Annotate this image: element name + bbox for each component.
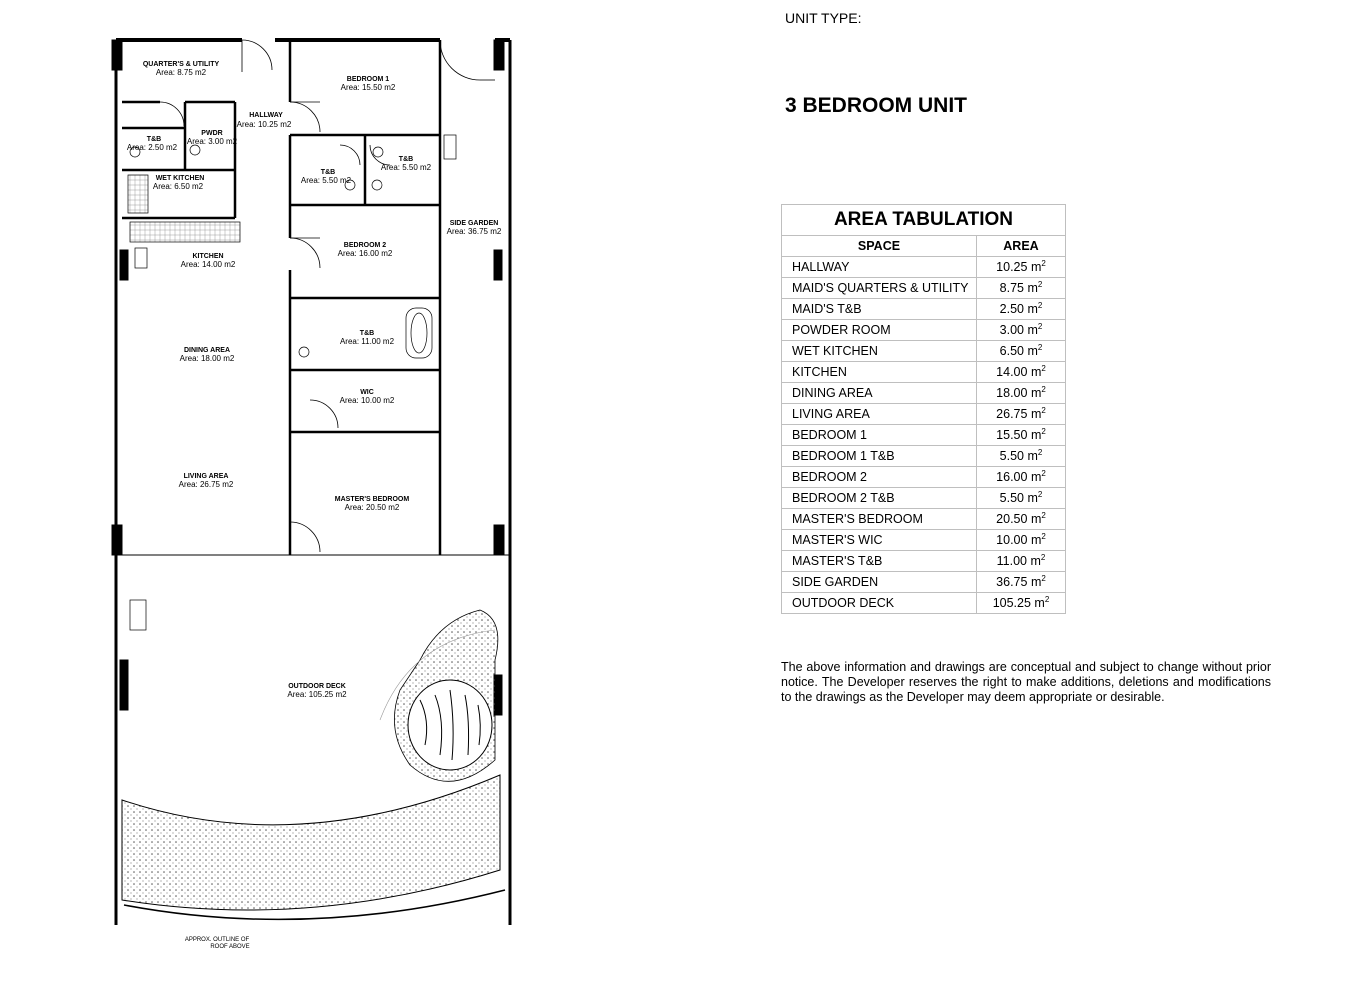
table-row	[782, 530, 1066, 551]
area-unit: m	[1030, 575, 1042, 590]
area-bedroom2: Area: 16.00 m2	[337, 249, 393, 258]
area-pwdr: Area: 3.00 m2	[186, 137, 238, 146]
label-hallway: HALLWAY	[249, 112, 283, 119]
area-value: 5.50	[999, 449, 1024, 464]
area-unit-exponent: 2	[1041, 532, 1046, 542]
area-bedroom1: Area: 15.50 m2	[340, 83, 396, 92]
area-cell	[977, 509, 1066, 530]
label-wet-kitchen: WET KITCHEN	[155, 175, 205, 182]
area-value: 36.75	[996, 575, 1028, 590]
area-unit: m	[1027, 302, 1038, 317]
label-master-tb: T&B	[359, 330, 375, 337]
table-row	[782, 593, 1066, 614]
area-unit-exponent: 2	[1037, 343, 1043, 353]
space-cell: KITCHEN	[782, 362, 977, 383]
space-cell: HALLWAY	[782, 257, 977, 278]
fixtures	[128, 135, 456, 630]
area-value: 14.00	[996, 365, 1028, 380]
label-master-bedroom: MASTER'S BEDROOM	[334, 496, 410, 503]
area-outdoor-deck: Area: 105.25 m2	[287, 690, 347, 699]
disclaimer-text: The above information and drawings are conceptual and subject to change without prior notice. The Developer reserves the right to make additions, deletions and modifications to the drawings as the Developer may deem appropriate or desirable.	[781, 660, 1271, 704]
table-row	[782, 257, 1066, 278]
table-title: AREA TABULATION	[782, 205, 1066, 236]
table-row	[782, 572, 1066, 593]
label-dining: DINING AREA	[183, 347, 231, 354]
roof-note-line1: APPROX. OUTLINE OF	[184, 937, 250, 943]
area-unit-exponent: 2	[1041, 406, 1046, 416]
area-living: Area: 26.75 m2	[178, 480, 234, 489]
area-value: 11.00	[996, 554, 1027, 569]
area-tb1: Area: 5.50 m2	[300, 176, 352, 185]
area-value: 8.75	[999, 281, 1024, 296]
table-row	[782, 383, 1066, 404]
area-unit: m	[1027, 449, 1038, 464]
space-cell: BEDROOM 1	[782, 425, 977, 446]
space-cell: SIDE GARDEN	[782, 572, 977, 593]
area-value: 3.00	[999, 323, 1024, 338]
area-kitchen: Area: 14.00 m2	[180, 260, 236, 269]
space-cell: DINING AREA	[782, 383, 977, 404]
area-cell	[977, 425, 1066, 446]
area-unit-exponent: 2	[1037, 301, 1043, 311]
area-value: 20.50	[996, 512, 1028, 527]
area-cell	[977, 572, 1066, 593]
floor-plan	[0, 0, 520, 981]
table-row	[782, 299, 1066, 320]
area-maid-tb: Area: 2.50 m2	[126, 143, 178, 152]
space-cell: MASTER'S WIC	[782, 530, 977, 551]
label-wic: WIC	[360, 389, 374, 396]
table-row	[782, 425, 1066, 446]
area-unit: m	[1030, 512, 1042, 527]
area-unit-exponent: 2	[1037, 322, 1043, 332]
area-wet-kitchen: Area: 6.50 m2	[152, 182, 204, 191]
table-row	[782, 488, 1066, 509]
area-cell	[977, 551, 1066, 572]
area-cell	[977, 278, 1066, 299]
label-outdoor-deck: OUTDOOR DECK	[288, 683, 346, 690]
area-tabulation-table	[781, 204, 1066, 614]
area-unit: m	[1027, 344, 1038, 359]
space-cell: MASTER'S BEDROOM	[782, 509, 977, 530]
area-unit-exponent: 2	[1041, 427, 1046, 437]
area-unit: m	[1030, 533, 1042, 548]
area-cell	[977, 341, 1066, 362]
area-cell	[977, 362, 1066, 383]
area-unit-exponent: 2	[1041, 511, 1046, 521]
area-unit: m	[1034, 596, 1045, 611]
table-row	[782, 320, 1066, 341]
area-value: 6.50	[999, 344, 1024, 359]
area-hallway: Area: 10.25 m2	[236, 120, 292, 129]
area-unit: m	[1030, 554, 1041, 569]
label-bedroom1: BEDROOM 1	[346, 76, 390, 83]
area-value: 15.50	[996, 428, 1028, 443]
area-unit: m	[1030, 407, 1042, 422]
area-cell	[977, 488, 1066, 509]
area-unit-exponent: 2	[1041, 259, 1046, 269]
label-maid-tb: T&B	[146, 136, 162, 143]
area-cell	[977, 467, 1066, 488]
label-pwdr: PWDR	[201, 130, 223, 137]
table-row	[782, 467, 1066, 488]
area-unit: m	[1030, 470, 1042, 485]
area-unit-exponent: 2	[1041, 469, 1046, 479]
area-side-garden: Area: 36.75 m2	[446, 227, 502, 236]
area-cell	[977, 593, 1066, 614]
area-unit: m	[1027, 323, 1038, 338]
label-bedroom2: BEDROOM 2	[343, 242, 387, 249]
column-header-area: AREA	[977, 236, 1066, 257]
area-cell	[977, 383, 1066, 404]
area-quarters: Area: 8.75 m2	[155, 68, 207, 77]
space-cell: BEDROOM 2	[782, 467, 977, 488]
table-row	[782, 404, 1066, 425]
exterior-walls	[112, 40, 510, 925]
area-dining: Area: 18.00 m2	[179, 354, 235, 363]
area-value: 16.00	[996, 470, 1028, 485]
unit-type-label: UNIT TYPE:	[785, 10, 862, 26]
space-cell: MASTER'S T&B	[782, 551, 977, 572]
roof-note-line2: ROOF ABOVE	[210, 944, 250, 950]
table-row	[782, 446, 1066, 467]
area-unit-exponent: 2	[1037, 280, 1043, 290]
pool-feature	[380, 610, 498, 781]
space-cell: MAID'S T&B	[782, 299, 977, 320]
area-master-tb: Area: 11.00 m2	[339, 337, 395, 346]
area-unit: m	[1030, 428, 1042, 443]
space-cell: POWDER ROOM	[782, 320, 977, 341]
space-cell: MAID'S QUARTERS & UTILITY	[782, 278, 977, 299]
area-cell	[977, 404, 1066, 425]
table-row	[782, 551, 1066, 572]
area-unit: m	[1030, 260, 1042, 275]
space-cell: LIVING AREA	[782, 404, 977, 425]
label-side-garden: SIDE GARDEN	[449, 220, 499, 227]
area-value: 18.00	[996, 386, 1028, 401]
space-cell: BEDROOM 2 T&B	[782, 488, 977, 509]
area-value: 10.25	[996, 260, 1028, 275]
area-unit-exponent: 2	[1041, 364, 1046, 374]
area-unit-exponent: 2	[1040, 553, 1046, 563]
area-unit-exponent: 2	[1044, 595, 1050, 605]
area-value: 26.75	[996, 407, 1028, 422]
label-tb1: T&B	[320, 169, 336, 176]
table-row	[782, 341, 1066, 362]
area-cell	[977, 257, 1066, 278]
area-unit: m	[1030, 386, 1042, 401]
table-row	[782, 278, 1066, 299]
label-quarters: QUARTER'S & UTILITY	[142, 61, 220, 68]
area-unit-exponent: 2	[1037, 448, 1043, 458]
area-cell	[977, 320, 1066, 341]
label-kitchen: KITCHEN	[192, 253, 224, 260]
unit-title: 3 BEDROOM UNIT	[785, 94, 968, 117]
area-value: 105.25	[992, 596, 1031, 611]
area-unit-exponent: 2	[1037, 490, 1043, 500]
area-tb2: Area: 5.50 m2	[380, 163, 432, 172]
area-value: 5.50	[999, 491, 1024, 506]
area-cell	[977, 530, 1066, 551]
deck-paving	[122, 775, 500, 910]
area-unit: m	[1027, 281, 1038, 296]
space-cell: BEDROOM 1 T&B	[782, 446, 977, 467]
area-unit-exponent: 2	[1041, 574, 1046, 584]
space-cell: OUTDOOR DECK	[782, 593, 977, 614]
table-row	[782, 509, 1066, 530]
area-master-bedroom: Area: 20.50 m2	[344, 503, 400, 512]
area-wic: Area: 10.00 m2	[339, 396, 395, 405]
area-unit: m	[1027, 491, 1038, 506]
area-value: 2.50	[999, 302, 1024, 317]
area-value: 10.00	[996, 533, 1028, 548]
area-unit-exponent: 2	[1041, 385, 1046, 395]
table-row	[782, 362, 1066, 383]
label-tb2: T&B	[398, 156, 414, 163]
area-unit: m	[1030, 365, 1042, 380]
space-cell: WET KITCHEN	[782, 341, 977, 362]
label-living: LIVING AREA	[183, 473, 229, 480]
table-body	[782, 257, 1066, 614]
column-header-space: SPACE	[782, 236, 977, 257]
area-cell	[977, 446, 1066, 467]
area-cell	[977, 299, 1066, 320]
